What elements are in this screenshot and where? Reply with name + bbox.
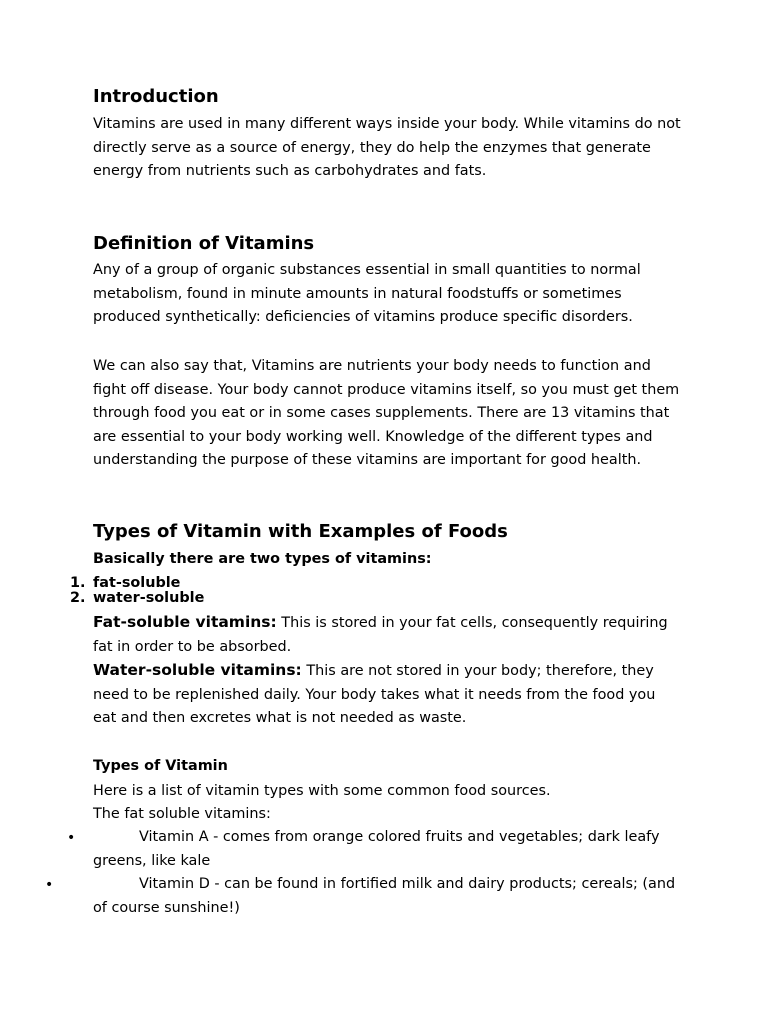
water-soluble-text: This are not stored in your body; therefore, they need to be replenished daily. Your body takes what it needs from the food you eat and then excretes what is not needed as waste. xyxy=(93,663,656,726)
types-of-vitamin-line-2: The fat soluble vitamins: xyxy=(93,806,271,822)
vitamin-d-item: Vitamin D - can be found in fortified milk and dairy products; cereals; (and of course sunshine!) xyxy=(93,876,676,916)
definition-paragraph-1: Any of a group of organic substances essential in small quantities to normal metabolism, found in minute amounts in natural foodstuffs or sometimes produced synthetically: deficiencies of vitamins produce specific disorders. xyxy=(93,262,641,325)
fat-soluble-text: This is stored in your fat cells, consequently requiring fat in order to be absorbed. xyxy=(93,615,668,655)
types-heading: Types of Vitamin with Examples of Foods xyxy=(93,521,508,542)
list-item-fat-soluble: fat-soluble xyxy=(93,575,181,591)
vitamin-a-item: Vitamin A - comes from orange colored fruits and vegetables; dark leafy greens, like kale xyxy=(93,829,660,869)
bullet-vitamin-a: • xyxy=(67,830,76,846)
list-number-1: 1. xyxy=(70,575,86,591)
definition-heading: Definition of Vitamins xyxy=(93,233,315,254)
introduction-heading: Introduction xyxy=(93,86,219,107)
types-intro: Basically there are two types of vitamins: xyxy=(93,551,432,567)
water-soluble-description xyxy=(93,659,683,731)
types-of-vitamin-heading: Types of Vitamin xyxy=(93,758,228,774)
water-soluble-lead: Water-soluble vitamins: xyxy=(93,661,302,679)
types-of-vitamin-line-1: Here is a list of vitamin types with some common food sources. xyxy=(93,783,551,799)
introduction-paragraph: Vitamins are used in many different ways inside your body. While vitamins do not directly serve as a source of energy, they do help the enzymes that generate energy from nutrients such as carbohydrates and fats. xyxy=(93,116,681,179)
fat-soluble-lead: Fat-soluble vitamins: xyxy=(93,613,277,631)
list-number-2: 2. xyxy=(70,590,86,606)
list-item-water-soluble: water-soluble xyxy=(93,590,205,606)
definition-paragraph-2: We can also say that, Vitamins are nutrients your body needs to function and fight off disease. Your body cannot produce vitamins itself, so you must get them through food you eat or in some cases supplements. There are 13 vitamins that are essential to your body working well. Knowledge of the different types and understanding the purpose of these vitamins are important for good health. xyxy=(93,358,680,468)
bullet-vitamin-d: • xyxy=(45,877,54,893)
fat-soluble-description xyxy=(93,611,683,659)
